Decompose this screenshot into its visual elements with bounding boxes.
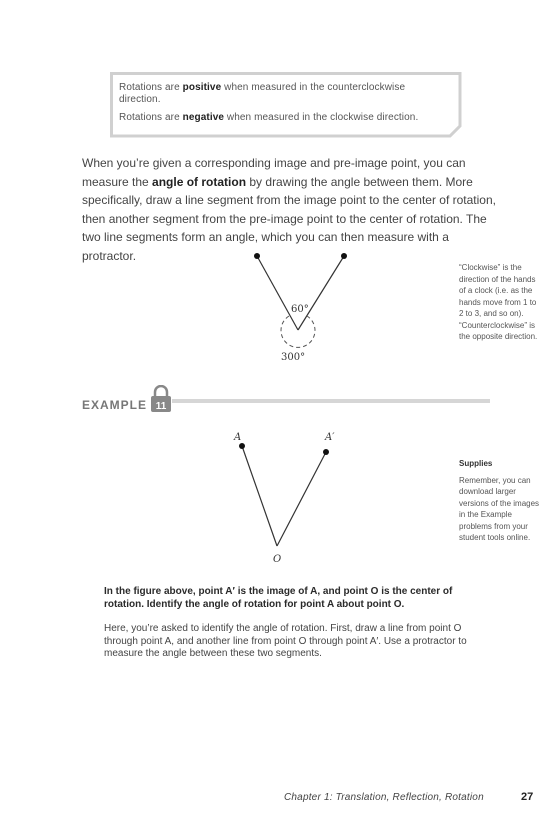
- label-300: 300°: [281, 352, 306, 363]
- label-o: O: [273, 554, 282, 565]
- point-a-prime: [323, 449, 329, 455]
- chapter-footer: Chapter 1: Translation, Reflection, Rotation: [284, 792, 484, 803]
- page-number: 27: [521, 791, 534, 803]
- example-number: 11: [155, 401, 167, 412]
- label-a-prime: A′: [325, 432, 335, 443]
- note-negative: Rotations are negative when measured in the clockwise direction.: [119, 112, 419, 123]
- supplies-body: Remember, you can download larger versions of the images in the Example problems from your student tools online.: [459, 475, 540, 542]
- example-question: In the figure above, point A′ is the image of A, and point O is the center of rotation. Identify the angle of rotation for point A about point O.: [104, 586, 453, 610]
- label-60: 60°: [291, 304, 309, 315]
- sidenote-clockwise: “Clockwise” is the direction of the hands of a clock (i.e. as the hands move from 1 to 2 to 3, and so on). “Counterclockwise” is the opposite direction.: [459, 263, 538, 341]
- supplies-title: Supplies: [459, 459, 493, 468]
- example-label: EXAMPLE: [82, 398, 148, 412]
- note-positive: Rotations are positive when measured in the counterclockwise direction.: [119, 82, 406, 105]
- example-answer: Here, you’re asked to identify the angle of rotation. First, draw a line from point O through point A, and another line from point O through point A′. Use a protractor to measure the angle between these two segments.: [104, 623, 467, 659]
- label-a: A: [234, 432, 242, 443]
- point-a: [239, 443, 245, 449]
- sidenote-supplies: [459, 458, 543, 544]
- body-paragraph: When you’re given a corresponding image and pre-image point, you can measure the angle of rotation by drawing the angle between them. More specifically, draw a line segment from the image point to the center of rotation, then another segment from the pre-image point to the center of rotation. The two line segments form an angle, which you can then measure with a protractor.: [82, 156, 496, 263]
